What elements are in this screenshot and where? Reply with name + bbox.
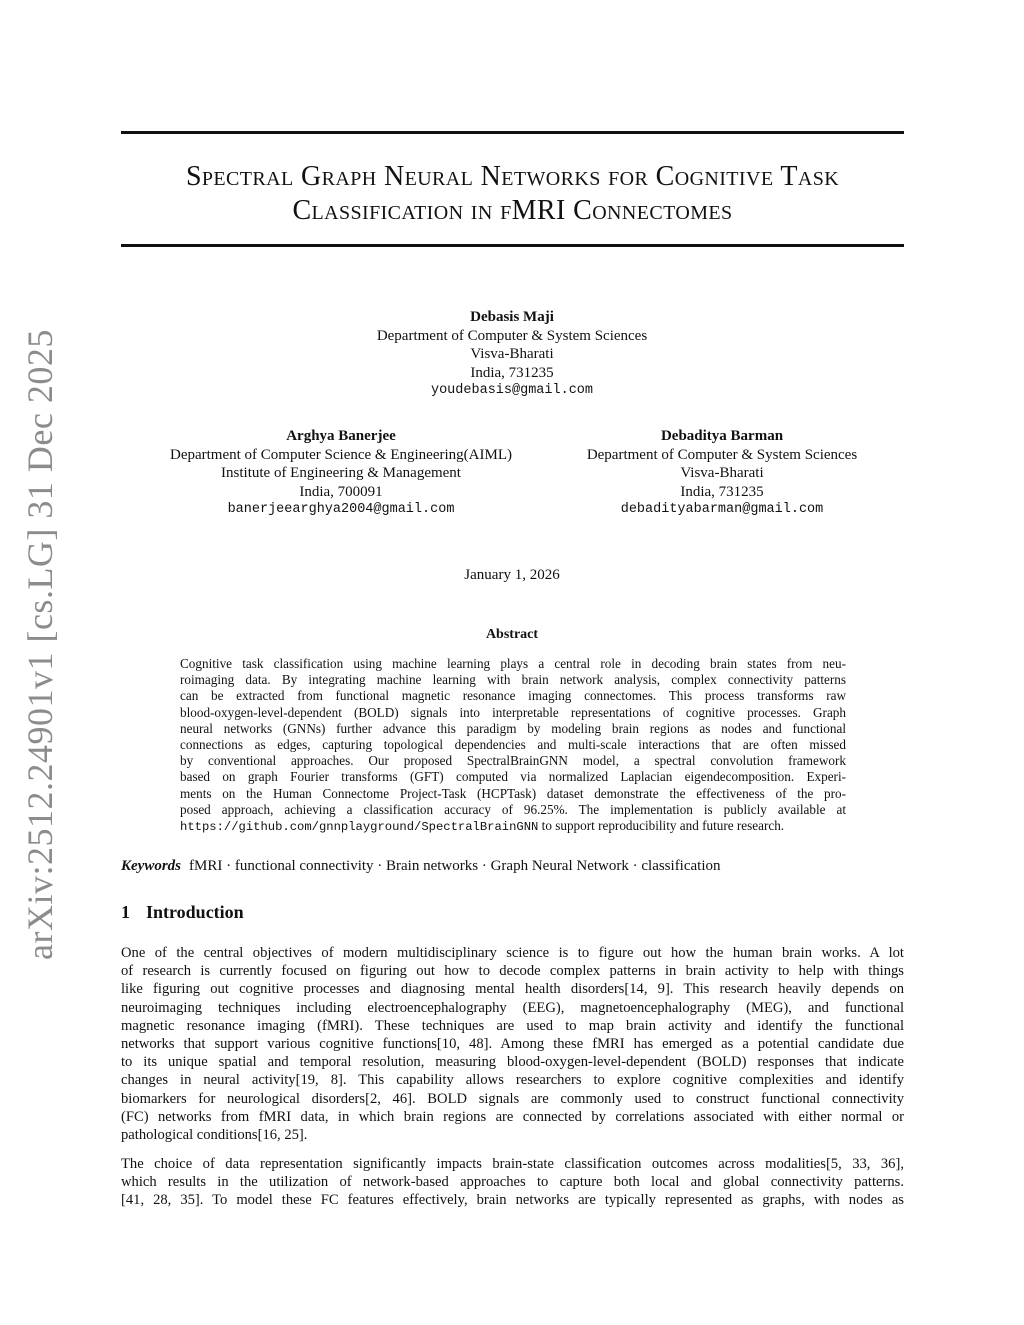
keywords-line xyxy=(121,858,904,875)
section-number: 1 xyxy=(121,902,130,922)
paragraph-line: to its unique spatial and temporal resolution, measuring blood-oxygen-level-dependent (BOLD) responses that indicate xyxy=(121,1054,904,1071)
paragraph-line: neuroimaging techniques including electroencephalography (EEG), magnetoencephalography (MEG), and functional xyxy=(121,999,904,1016)
author-name: Debasis Maji xyxy=(470,309,554,325)
title-bottom-rule xyxy=(121,244,904,247)
keywords-label: Keywords xyxy=(121,858,181,874)
author-block-2 xyxy=(141,427,541,520)
author-email: debadityabarman@gmail.com xyxy=(620,502,824,517)
abstract-line: roimaging data. By integrating machine learning with brain network analysis, complex connectivity patterns xyxy=(180,672,846,688)
paragraph-line: The choice of data representation significantly impacts brain-state classification outcomes across modalities[5, 33, 36], xyxy=(121,1156,904,1172)
author-name: Debaditya Barman xyxy=(660,428,784,444)
arxiv-side-stamp: arXiv:2512.24901v1 [cs.LG] 31 Dec 2025 xyxy=(20,329,60,960)
title-line-1: Spectral Graph Neural Networks for Cognitive Task xyxy=(185,161,840,192)
abstract-line: by conventional approaches. Our proposed SpectralBrainGNN model, a spectral convolution framework xyxy=(180,753,846,769)
title-top-rule xyxy=(121,131,904,134)
paragraph-line: which results in the utilization of network-based approaches to capture both local and global connectivity patterns. xyxy=(121,1174,904,1191)
abstract-line: blood-oxygen-level-dependent (BOLD) signals into interpretable representations of cognitive processes. Graph xyxy=(180,704,846,720)
section-title: Introduction xyxy=(146,902,244,922)
paragraph-line: One of the central objectives of modern multidisciplinary science is to figure out how the human brain works. A lot xyxy=(121,945,904,961)
author-affiliation: Department of Computer & System Sciences xyxy=(376,327,648,344)
keywords-text: fMRI · functional connectivity · Brain networks · Graph Neural Network · classification xyxy=(189,858,721,874)
abstract-line: Cognitive task classification using machine learning plays a central role in decoding brain states from neu- xyxy=(180,656,846,671)
author-affiliation: Department of Computer & System Sciences xyxy=(586,446,858,463)
paragraph-line: networks that support various cognitive functions[10, 48]. Among these fMRI has emerged as a potential candidate due xyxy=(121,1036,904,1053)
author-affiliation: India, 700091 xyxy=(299,483,383,500)
paper-date: January 1, 2026 xyxy=(464,567,560,583)
abstract-line: neural networks (GNNs) further advance this paradigm by modeling brain regions as nodes and functional xyxy=(180,720,846,736)
intro-paragraph-2 xyxy=(121,1155,904,1210)
repository-link[interactable]: https://github.com/gnnplayground/SpectralBrainGNN xyxy=(180,820,539,835)
paragraph-line: changes in neural activity[19, 8]. This capability allows researchers to explore cognitive complexities and identify xyxy=(121,1072,904,1089)
abstract-line: can be extracted from functional magnetic resonance imaging connectomes. This process transforms raw xyxy=(180,688,846,704)
author-email: youdebasis@gmail.com xyxy=(430,383,594,398)
paragraph-line: like figuring out cognitive processes and diagnosing mental health disorders[14, 9]. This research heavily depends on xyxy=(121,981,904,998)
title-line-2: Classification in fMRI Connectomes xyxy=(292,195,733,226)
author-affiliation: India, 731235 xyxy=(680,483,764,500)
author-block-3 xyxy=(522,427,922,520)
abstract-line: ments on the Human Connectome Project-Task (HCPTask) dataset demonstrate the effectiveness of the pro- xyxy=(180,785,846,801)
paragraph-line: (FC) networks from fMRI data, in which brain regions are connected by correlations associated with either normal or xyxy=(121,1108,904,1125)
abstract-line: based on graph Fourier transforms (GFT) computed via normalized Laplacian eigendecomposition. Experi- xyxy=(180,769,846,785)
author-affiliation: India, 731235 xyxy=(470,364,554,381)
author-affiliation: Visva-Bharati xyxy=(680,465,764,481)
abstract-line xyxy=(180,818,846,835)
author-affiliation: Department of Computer Science & Engineering(AIML) xyxy=(170,446,512,463)
paper-title xyxy=(121,160,904,228)
paragraph-line: of research is currently focused on figuring out how to decode complex patterns in brain activity to help with things xyxy=(121,963,904,980)
author-email: banerjeearghya2004@gmail.com xyxy=(227,502,455,517)
abstract-url-suffix: to support reproducibility and future research. xyxy=(538,818,785,834)
section-heading-introduction xyxy=(121,902,244,923)
paragraph-line: biomarkers for neurological disorders[2, 46]. BOLD signals are commonly used to construct functional connectivity xyxy=(121,1090,904,1107)
abstract-line: connections as edges, capturing topological dependencies and multi-scale interactions that are often missed xyxy=(180,737,846,753)
author-name: Arghya Banerjee xyxy=(286,428,396,444)
author-affiliation: Visva-Bharati xyxy=(470,346,554,362)
paragraph-line: [41, 28, 35]. To model these FC features effectively, brain networks are typically represented as graphs, with nodes as xyxy=(121,1192,904,1209)
intro-paragraph-1 xyxy=(121,944,904,1144)
abstract-line: posed approach, achieving a classification accuracy of 96.25%. The implementation is publicly available at xyxy=(180,801,846,817)
abstract-heading: Abstract xyxy=(485,627,539,642)
paragraph-line: magnetic resonance imaging (fMRI). These techniques are used to map brain activity and identify the functional xyxy=(121,1017,904,1034)
author-affiliation: Institute of Engineering & Management xyxy=(221,465,461,481)
author-block-1 xyxy=(312,308,712,401)
paragraph-line: pathological conditions[16, 25]. xyxy=(121,1127,308,1144)
abstract-body xyxy=(180,656,846,835)
